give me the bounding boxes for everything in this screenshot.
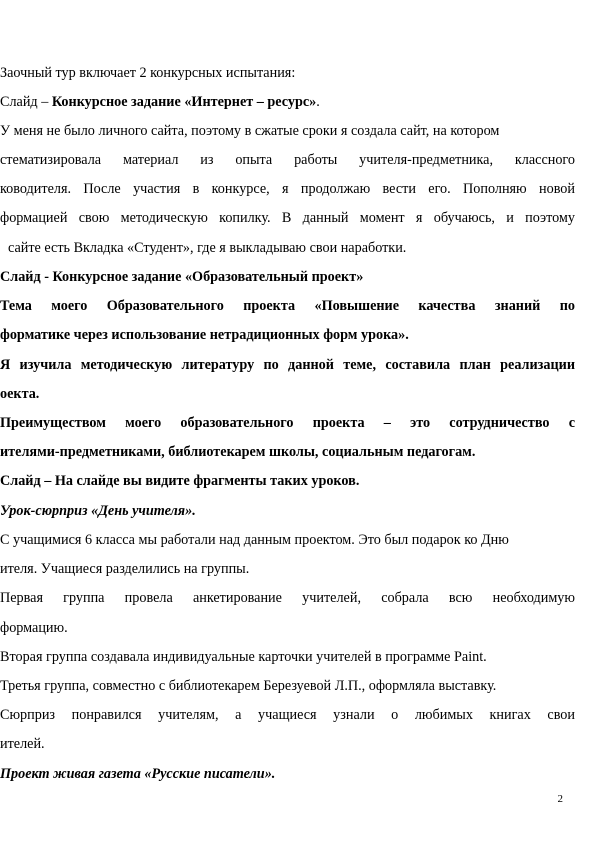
line-text: сайте есть Вкладка «Студент», где я выкладываю свои наработки. — [8, 240, 407, 256]
text-line: Вторая группа создавала индивидуальные карточки учителей в программе Paint. — [0, 649, 487, 665]
text-line: формацию. — [0, 620, 68, 636]
line-text: У меня не было личного сайта, поэтому в сжатые сроки я создала сайт, на котором — [0, 123, 500, 139]
slide-heading-line — [0, 92, 575, 112]
line-suffix: . — [316, 94, 320, 110]
bold-text-line: оекта. — [0, 386, 40, 402]
text-line — [8, 238, 583, 258]
text-line: ителя. Учащиеся разделились на группы. — [0, 561, 250, 577]
text-line — [0, 63, 575, 83]
bold-text-line: форматике через использование нетрадиционных форм урока». — [0, 327, 409, 343]
line-prefix: Слайд – — [0, 94, 52, 110]
bold-text-line: Преимуществом моего образовательного проекта – это сотрудничество с — [0, 415, 575, 431]
lesson-title-line: Урок-сюрприз «День учителя». — [0, 503, 196, 519]
text-line: ководителя. После участия в конкурсе, я продолжаю вести его. Пополняю новой — [0, 181, 575, 197]
text-line: стематизировала материал из опыта работы учителя-предметника, классного — [0, 152, 575, 168]
text-line: формацией свою методическую копилку. В данный момент я обучаюсь, и поэтому — [0, 210, 575, 226]
text-line: С учащимися 6 класса мы работали над данным проектом. Это был подарок ко Дню — [0, 532, 509, 548]
text-line: Сюрприз понравился учителям, а учащиеся узнали о любимых книгах свои — [0, 707, 575, 723]
page-number: 2 — [557, 793, 563, 805]
text-line: Третья группа, совместно с библиотекарем Березуевой Л.П., оформляла выставку. — [0, 678, 497, 694]
text-line — [0, 121, 575, 141]
text-line: ителей. — [0, 736, 45, 752]
bold-text-line: ителями-предметниками, библиотекарем школы, социальным педагогам. — [0, 444, 476, 460]
slide-heading-line: Слайд - Конкурсное задание «Образовательный проект» — [0, 269, 364, 285]
text-line: Первая группа провела анкетирование учителей, собрала всю необходимую — [0, 590, 575, 606]
line-bold-text: Конкурсное задание «Интернет – ресурс» — [51, 94, 317, 110]
bold-text-line: Тема моего Образовательного проекта «Повышение качества знаний по — [0, 298, 575, 314]
bold-text-line: Я изучила методическую литературу по данной теме, составила план реализации — [0, 357, 575, 373]
project-title-line: Проект живая газета «Русские писатели». — [0, 766, 276, 782]
slide-heading-line: Слайд – На слайде вы видите фрагменты таких уроков. — [0, 473, 360, 489]
line-text: Заочный тур включает 2 конкурсных испытания: — [0, 65, 296, 81]
